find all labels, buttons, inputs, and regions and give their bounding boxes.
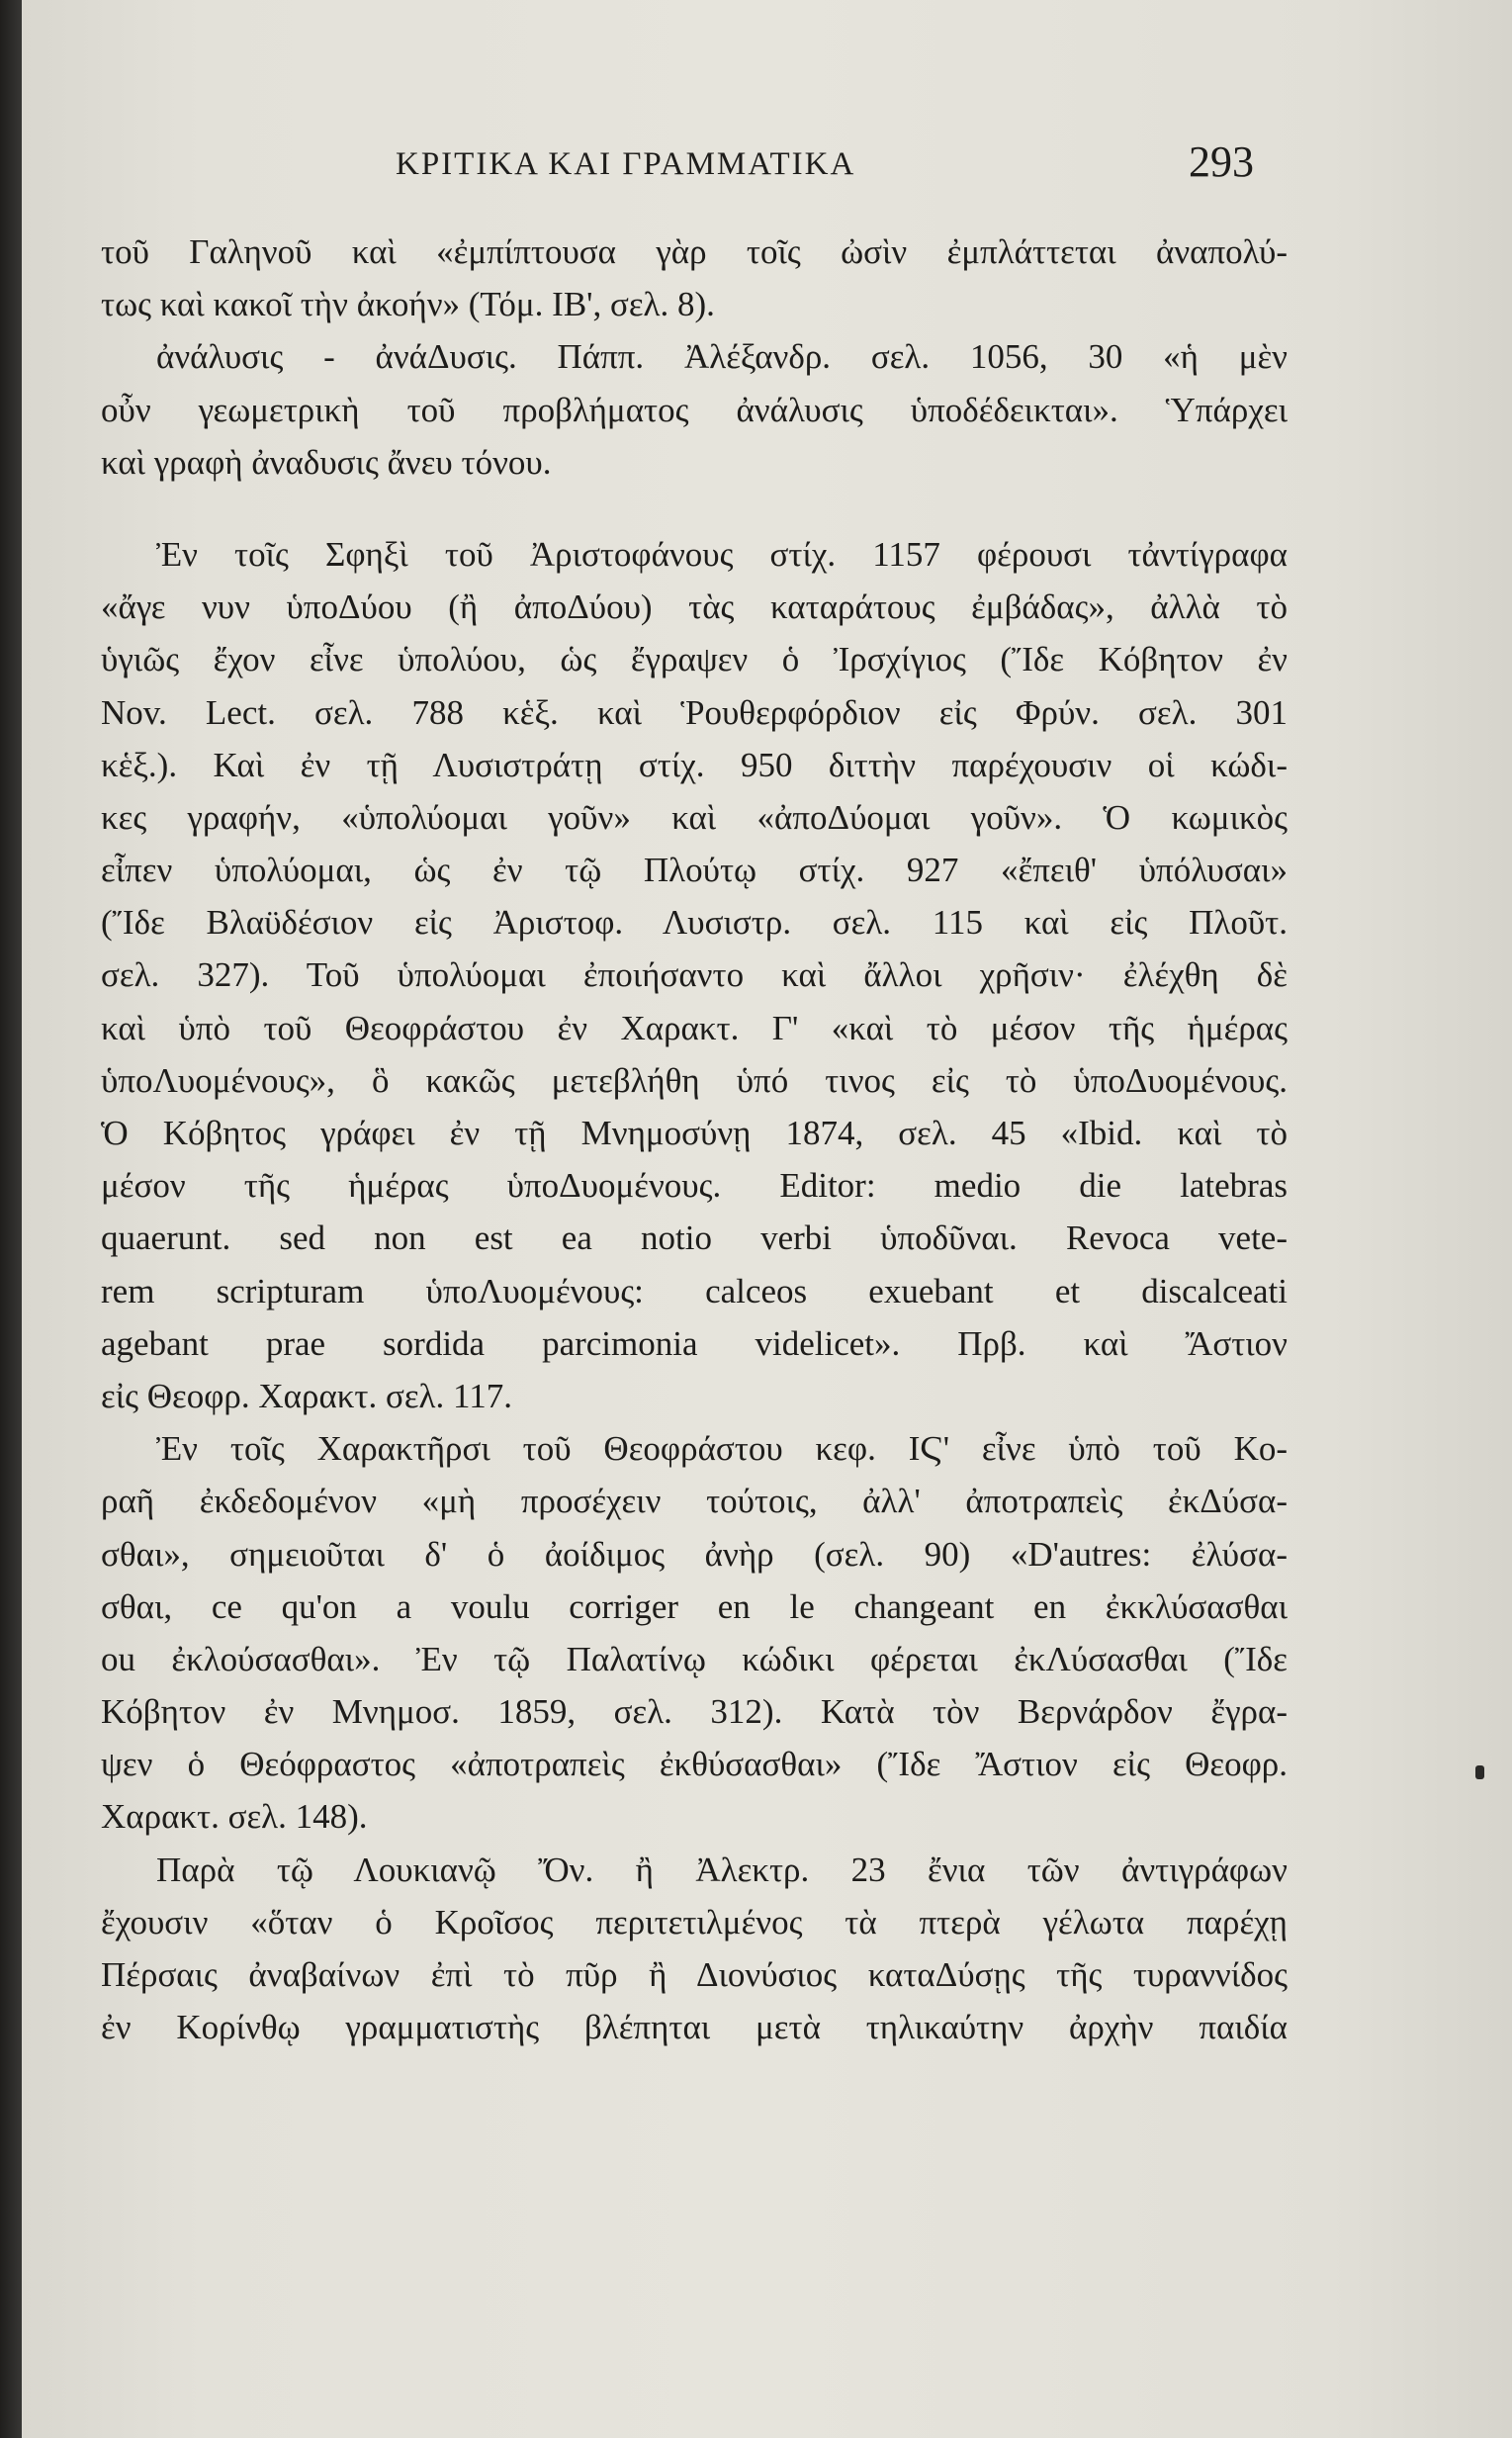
text-line: Παρὰ τῷ Λουκιανῷ Ὄν. ἢ Ἀλεκτρ. 23 ἔνια τῶν ἀντιγράφων	[156, 1850, 1288, 1889]
text-line: agebant prae sordida parcimonia videlicet». Πρβ. καὶ Ἄστιον	[101, 1323, 1288, 1363]
text-line: μέσον τῆς ἡμέρας ὑποΔυομένους. Editor: medio die latebras	[101, 1166, 1288, 1206]
book-page	[22, 0, 1512, 2438]
text-line: σθαι, ce qu'on a voulu corriger en le changeant en ἐκκλύσασθαι	[101, 1586, 1288, 1626]
text-line: σελ. 327). Τοῦ ὑπολύομαι ἐποιήσαντο καὶ ἄλλοι χρῆσιν· ἐλέχθη δὲ	[101, 955, 1288, 995]
scan-shadow	[0, 0, 24, 2438]
text-line: καὶ γραφὴ ἀναδυσις ἄνευ τόνου.	[101, 442, 552, 482]
text-line: quaerunt. sed non est ea notio verbi ὑποδῦναι. Revoca vete-	[101, 1219, 1288, 1258]
text-line: ou ἐκλούσασθαι». Ἐν τῷ Παλατίνῳ κώδικι φέρεται ἐκΛύσασθαι (Ἴδε	[101, 1639, 1288, 1678]
text-line: τοῦ Γαληνοῦ καὶ «ἐμπίπτουσα γὰρ τοῖς ὠσὶν ἐμπλάττεται ἀναπολύ-	[101, 232, 1288, 271]
page-number: 293	[1189, 137, 1254, 186]
text-line: Πέρσαις ἀναβαίνων ἐπὶ τὸ πῦρ ἢ Διονύσιος καταΔύσῃς τῆς τυραννίδος	[101, 1955, 1288, 1994]
running-title: ΚΡΙΤΙΚΑ ΚΑΙ ΓΡΑΜΜΑΤΙΚΑ	[396, 146, 856, 182]
text-line: (Ἴδε Βλαϋδέσιον εἰς Ἀριστοφ. Λυσιστρ. σελ. 115 καὶ εἰς Πλοῦτ.	[101, 903, 1288, 943]
text-line: τως καὶ κακοῖ τὴν ἀκοήν» (Τόμ. ΙΒ', σελ. 8).	[101, 285, 715, 324]
text-line: εἶπεν ὑπολύομαι, ὡς ἐν τῷ Πλούτῳ στίχ. 927 «ἔπειθ' ὑπόλυσαι»	[101, 851, 1288, 890]
text-line: οὖν γεωμετρικὴ τοῦ προβλήματος ἀνάλυσις ὑποδέδεικται». Ὑπάρχει	[101, 390, 1288, 429]
text-line: Nov. Lect. σελ. 788 κἑξ. καὶ Ῥουθερφόρδιον εἰς Φρύν. σελ. 301	[101, 692, 1288, 732]
ink-speck	[1475, 1765, 1484, 1779]
text-line: κἑξ.). Καὶ ἐν τῇ Λυσιστράτῃ στίχ. 950 διττὴν παρέχουσιν οἱ κώδι-	[101, 745, 1288, 784]
text-line: Κόβητον ἐν Μνημοσ. 1859, σελ. 312). Κατὰ τὸν Βερνάρδον ἔγρα-	[101, 1692, 1288, 1732]
page-header	[396, 136, 1254, 196]
text-line: σθαι», σημειοῦται δ' ὁ ἀοίδιμος ἀνὴρ (σελ. 90) «D'autres: ἐλύσα-	[101, 1534, 1288, 1574]
body-text	[101, 226, 1288, 2053]
text-line: Ἐν τοῖς Χαρακτῆρσι τοῦ Θεοφράστου κεφ. ΙϚ' εἶνε ὑπὸ τοῦ Κο-	[156, 1429, 1288, 1469]
text-line: εἰς Θεοφρ. Χαρακτ. σελ. 117.	[101, 1376, 512, 1415]
text-line: ἀνάλυσις - ἀνάΔυσις. Πάππ. Ἀλέξανδρ. σελ. 1056, 30 «ἡ μὲν	[156, 337, 1288, 377]
text-line: ψεν ὁ Θεόφραστος «ἀποτραπεὶς ἐκθύσασθαι» (Ἴδε Ἄστιον εἰς Θεοφρ.	[101, 1745, 1288, 1784]
text-line: rem scripturam ὑποΛυομένους: calceos exuebant et discalceati	[101, 1271, 1288, 1310]
text-line: Ὁ Κόβητος γράφει ἐν τῇ Μνημοσύνῃ 1874, σελ. 45 «Ibid. καὶ τὸ	[101, 1114, 1288, 1152]
text-line: Χαρακτ. σελ. 148).	[101, 1797, 368, 1837]
text-line: κες γραφήν, «ὑπολύομαι γοῦν» καὶ «ἀποΔύομαι γοῦν». Ὁ κωμικὸς	[101, 797, 1288, 837]
text-line: ραῆ ἐκδεδομένον «μὴ προσέχειν τούτοις, ἀλλ' ἀποτραπεὶς ἐκΔύσα-	[101, 1482, 1288, 1521]
text-line: ὑποΛυομένους», ὃ κακῶς μετεβλήθη ὑπό τινος εἰς τὸ ὑποΔυομένους.	[101, 1060, 1288, 1100]
text-line: «ἄγε νυν ὑποΔύου (ἢ ἀποΔύου) τὰς καταράτους ἐμβάδας», ἀλλὰ τὸ	[101, 587, 1288, 627]
text-line: Ἐν τοῖς Σφηξὶ τοῦ Ἀριστοφάνους στίχ. 1157 φέρουσι τἀντίγραφα	[156, 534, 1288, 574]
text-line: καὶ ὑπὸ τοῦ Θεοφράστου ἐν Χαρακτ. Γ' «καὶ τὸ μέσον τῆς ἡμέρας	[101, 1008, 1288, 1047]
text-line: ἔχουσιν «ὅταν ὁ Κροῖσος περιτετιλμένος τὰ πτερὰ γέλωτα παρέχῃ	[101, 1902, 1288, 1941]
text-line: ὑγιῶς ἔχον εἶνε ὑπολύου, ὡς ἔγραψεν ὁ Ἰρσχίγιος (Ἴδε Κόβητον ἐν	[101, 640, 1288, 679]
text-line: ἐν Κορίνθῳ γραμματιστὴς βλέπηται μετὰ τηλικαύτην ἀρχὴν παιδία	[101, 2008, 1288, 2047]
